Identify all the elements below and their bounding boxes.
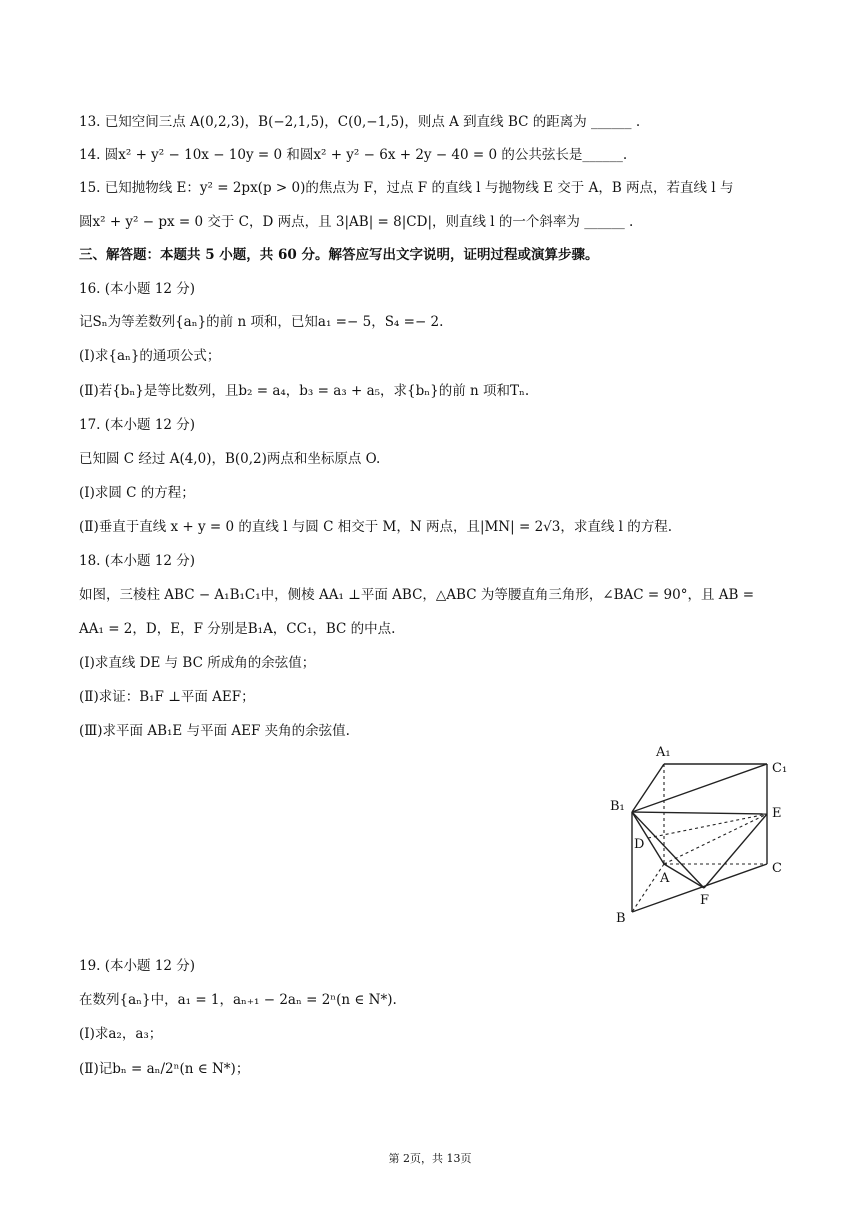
question-18-part-2: (Ⅱ)求证：B₁F ⊥平面 AEF； xyxy=(79,689,255,705)
label-c: C xyxy=(772,861,782,876)
edge-b1-c1 xyxy=(632,764,767,812)
edge-b1-a1 xyxy=(632,764,664,812)
label-c1: C₁ xyxy=(772,761,788,776)
prism-figure xyxy=(606,742,796,927)
question-15-line-2: 圆x² + y² − px = 0 交于 C，D 两点，且 3|AB| = 8|CD|，则直线 l 的一个斜率为 ______ . xyxy=(79,214,634,230)
page-footer: 第 2页，共 13页 xyxy=(388,1152,472,1165)
edge-a-e xyxy=(664,814,767,864)
question-17-stem: 已知圆 C 经过 A(4,0)，B(0,2)两点和坐标原点 O. xyxy=(79,451,381,467)
question-19-title: 19. (本小题 12 分) xyxy=(79,958,196,974)
question-18-title: 18. (本小题 12 分) xyxy=(79,553,196,569)
label-b: B xyxy=(616,911,626,926)
question-19-part-2: (Ⅱ)记bₙ = aₙ/2ⁿ(n ∈ N*)； xyxy=(79,1061,250,1077)
question-19-stem: 在数列{aₙ}中，a₁ = 1，aₙ₊₁ − 2aₙ = 2ⁿ(n ∈ N*). xyxy=(79,992,397,1008)
label-f: F xyxy=(700,893,710,908)
label-d: D xyxy=(634,837,645,852)
label-b1: B₁ xyxy=(610,799,625,814)
question-16-stem: 记Sₙ为等差数列{aₙ}的前 n 项和，已知a₁ =− 5，S₄ =− 2. xyxy=(79,314,444,330)
question-14: 14. 圆x² + y² − 10x − 10y = 0 和圆x² + y² − 6x + 2y − 40 = 0 的公共弦长是______. xyxy=(79,147,628,163)
label-a: A xyxy=(660,871,670,886)
question-18-stem-line-1: 如图，三棱柱 ABC − A₁B₁C₁中，侧棱 AA₁ ⊥平面 ABC，△ABC 为等腰直角三角形，∠BAC = 90°，且 AB = xyxy=(79,587,755,603)
label-e: E xyxy=(772,806,782,821)
question-16-title: 16. (本小题 12 分) xyxy=(79,281,196,297)
section-heading: 三、解答题：本题共 5 小题，共 60 分。解答应写出文字说明，证明过程或演算步骤。 xyxy=(79,247,599,263)
edge-b1-e xyxy=(632,812,767,814)
question-18-part-1: (Ⅰ)求直线 DE 与 BC 所成角的余弦值； xyxy=(79,655,316,671)
label-a1: A₁ xyxy=(656,745,671,760)
question-17-part-2: (Ⅱ)垂直于直线 x + y = 0 的直线 l 与圆 C 相交于 M，N 两点，且|MN| = 2√3，求直线 l 的方程. xyxy=(79,519,673,535)
question-19-part-1: (Ⅰ)求a₂，a₃； xyxy=(79,1026,163,1042)
question-15-line-1: 15. 已知抛物线 E：y² = 2px(p > 0)的焦点为 F，过点 F 的直线 l 与抛物线 E 交于 A，B 两点，若直线 l 与 xyxy=(79,180,734,196)
question-17-part-1: (Ⅰ)求圆 C 的方程； xyxy=(79,485,195,501)
question-16-part-2: (Ⅱ)若{bₙ}是等比数列，且b₂ = a₄，b₃ = a₃ + a₅，求{bₙ}的前 n 项和Tₙ. xyxy=(79,383,530,399)
question-17-title: 17. (本小题 12 分) xyxy=(79,417,196,433)
question-13: 13. 已知空间三点 A(0,2,3)，B(−2,1,5)，C(0,−1,5)，则点 A 到直线 BC 的距离为 ______ . xyxy=(79,114,641,130)
question-18-part-3: (Ⅲ)求平面 AB₁E 与平面 AEF 夹角的余弦值. xyxy=(79,723,350,739)
question-16-part-1: (Ⅰ)求{aₙ}的通项公式； xyxy=(79,348,221,364)
question-18-stem-line-2: AA₁ = 2，D，E，F 分别是B₁A，CC₁，BC 的中点. xyxy=(79,621,396,637)
